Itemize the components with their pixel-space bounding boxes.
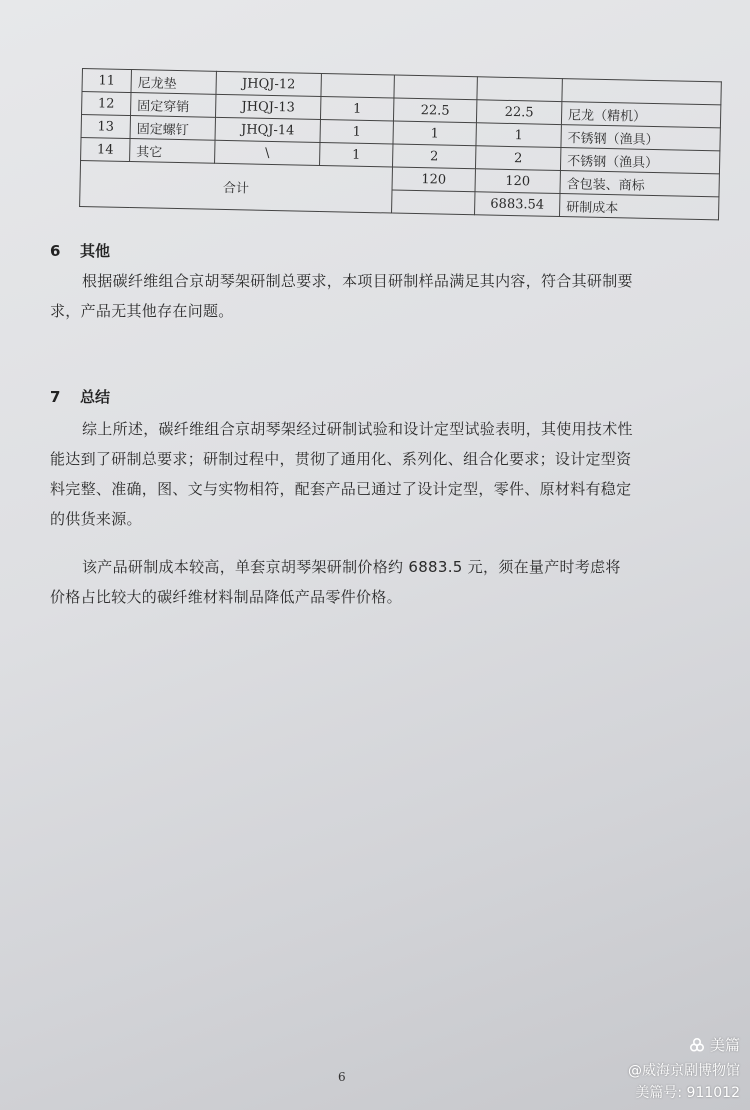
line-total: 120 [475, 169, 560, 194]
unit-price: 2 [392, 144, 475, 169]
watermark [580, 1034, 740, 1104]
section-number: 7 [50, 388, 61, 406]
unit-price [394, 75, 477, 100]
line-total: 2 [475, 146, 560, 171]
note: 尼龙（精机） [561, 102, 720, 128]
part-name: 固定螺钉 [130, 116, 215, 141]
sum-total: 6883.54 [475, 192, 560, 217]
note: 不锈钢（渔具） [560, 148, 719, 174]
line-total: 22.5 [476, 100, 561, 125]
part-code: JHQJ-13 [215, 94, 320, 119]
line-total [477, 77, 562, 102]
unit-price: 120 [392, 167, 475, 192]
section-title: 其他 [80, 242, 111, 260]
quantity: 1 [320, 143, 393, 168]
empty-cell [392, 190, 475, 215]
part-name: 其它 [130, 139, 215, 164]
section-title: 总结 [80, 388, 111, 406]
part-code: \ [215, 140, 320, 165]
note: 含包装、商标 [560, 171, 719, 197]
line-total: 1 [476, 123, 561, 148]
note [562, 79, 721, 105]
part-code: JHQJ-14 [215, 117, 320, 142]
row-number: 14 [81, 137, 130, 161]
row-number: 13 [81, 115, 130, 139]
watermark-brand [689, 1034, 740, 1056]
section-heading-7 [50, 386, 110, 407]
watermark-brand-text: 美篇 [709, 1036, 740, 1054]
quantity: 1 [320, 120, 393, 145]
page-number: 6 [338, 1070, 346, 1084]
section-6-paragraph: 根据碳纤维组合京胡琴架研制总要求，本项目研制样品满足其内容，符合其研制要求，产品无其他存在问题。 [50, 272, 633, 320]
sum-label: 合计 [80, 160, 393, 213]
row-number: 12 [82, 92, 131, 116]
unit-price: 22.5 [393, 98, 476, 123]
watermark-account: @威海京剧博物馆 [628, 1063, 740, 1079]
note: 不锈钢（渔具） [561, 125, 720, 151]
cost-table [79, 68, 722, 220]
section-7-paragraph-2: 该产品研制成本较高，单套京胡琴架研制价格约 6883.5 元，须在量产时考虑将价格占比较大的碳纤维材料制品降低产品零件价格。 [50, 558, 621, 606]
unit-price: 1 [393, 121, 476, 146]
watermark-id: 美篇号: 911012 [635, 1085, 740, 1101]
part-code: JHQJ-12 [216, 71, 321, 96]
meipian-logo-icon [689, 1037, 705, 1053]
quantity [321, 74, 394, 99]
part-name: 尼龙垫 [131, 70, 216, 95]
quantity: 1 [320, 97, 393, 122]
sum-note: 研制成本 [559, 194, 718, 220]
section-7-paragraph-1: 综上所述，碳纤维组合京胡琴架经过研制试验和设计定型试验表明，其使用技术性能达到了研制总要求；研制过程中，贯彻了通用化、系列化、组合化要求；设计定型资料完整、准确，图、文与实物相符，配套产品已通过了设计定型，零件、原材料有稳定的供货来源。 [50, 420, 633, 528]
row-number: 11 [82, 69, 131, 93]
section-heading-6 [50, 240, 110, 261]
part-name: 固定穿销 [131, 93, 216, 118]
section-number: 6 [50, 242, 61, 260]
